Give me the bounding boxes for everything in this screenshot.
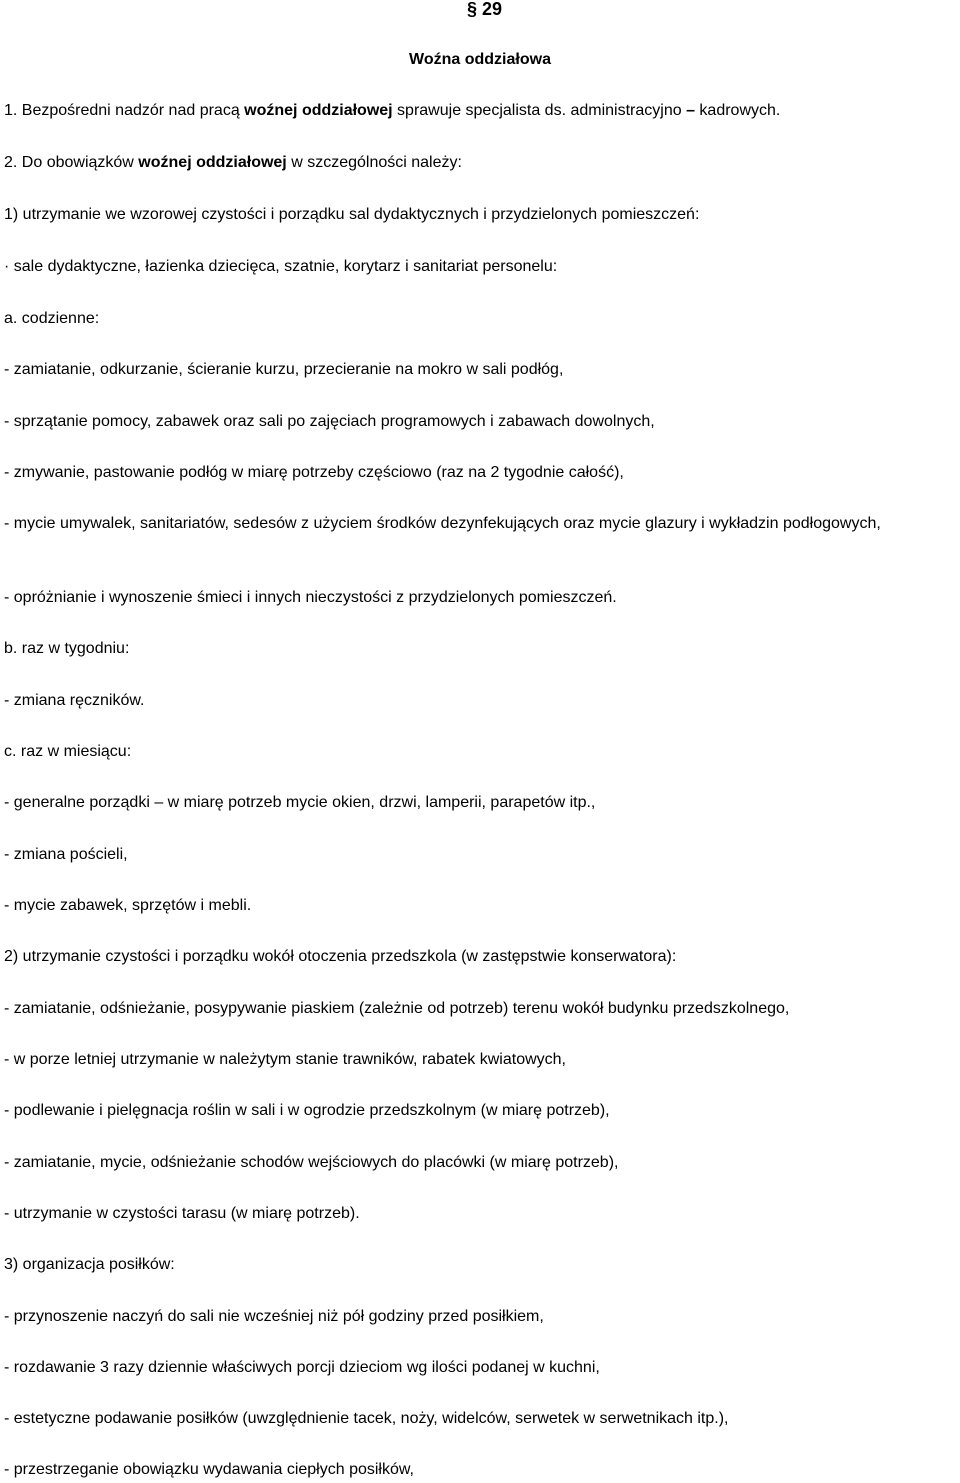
list-item: - sprzątanie pomocy, zabawek oraz sali po zajęciach programowych i zabawach dowolnych, xyxy=(4,413,655,430)
paragraph-1-text: 1. Bezpośredni nadzór nad pracą xyxy=(4,102,245,119)
list-item: 1) utrzymanie we wzorowej czystości i porządku sal dydaktycznych i przydzielonych pomieszczeń: xyxy=(4,206,700,223)
paragraph-1-end: kadrowych. xyxy=(694,102,781,119)
paragraph-2-suffix: w szczególności należy: xyxy=(286,154,462,171)
list-item: - estetyczne podawanie posiłków (uwzględnienie tacek, noży, widelców, serwetek w serwetnikach itp.), xyxy=(4,1410,729,1427)
list-item: - w porze letniej utrzymanie w należytym stanie trawników, rabatek kwiatowych, xyxy=(4,1051,566,1068)
list-item: c. raz w miesiącu: xyxy=(4,743,132,760)
paragraph-1-bold: woźnej oddziałowej xyxy=(244,102,393,119)
list-item: · sale dydaktyczne, łazienka dziecięca, szatnie, korytarz i sanitariat personelu: xyxy=(4,258,558,275)
list-item: - zamiatanie, odkurzanie, ścieranie kurzu, przecieranie na mokro w sali podłóg, xyxy=(4,361,564,378)
list-item: 2) utrzymanie czystości i porządku wokół otoczenia przedszkola (w zastępstwie konserwatora): xyxy=(4,948,677,965)
list-item: - zmiana ręczników. xyxy=(4,692,145,709)
list-item: - zamiatanie, odśnieżanie, posypywanie piaskiem (zależnie od potrzeb) terenu wokół budynku przedszkolnego, xyxy=(4,1000,790,1017)
paragraph-2-bold: woźnej oddziałowej xyxy=(138,154,287,171)
list-item: - przynoszenie naczyń do sali nie wcześniej niż pół godziny przed posiłkiem, xyxy=(4,1308,544,1325)
list-item: - mycie umywalek, sanitariatów, sedesów z użyciem środków dezynfekujących oraz mycie glazury i wykładzin podłogowych, xyxy=(4,515,881,532)
list-item: - przestrzeganie obowiązku wydawania ciepłych posiłków, xyxy=(4,1461,414,1478)
section-number: § 29 xyxy=(467,0,503,19)
list-item: 3) organizacja posiłków: xyxy=(4,1256,175,1273)
list-item: - opróżnianie i wynoszenie śmieci i innych nieczystości z przydzielonych pomieszczeń. xyxy=(4,589,617,606)
paragraph-2 xyxy=(4,151,956,175)
list-item: a. codzienne: xyxy=(4,310,100,327)
paragraph-1 xyxy=(4,99,956,123)
list-item: - mycie zabawek, sprzętów i mebli. xyxy=(4,897,252,914)
list-item: - utrzymanie w czystości tarasu (w miarę potrzeb). xyxy=(4,1205,360,1222)
list-item: - rozdawanie 3 razy dziennie właściwych porcji dzieciom wg ilości podanej w kuchni, xyxy=(4,1359,600,1376)
list-item: b. raz w tygodniu: xyxy=(4,640,130,657)
list-item: - zmiana pościeli, xyxy=(4,846,128,863)
paragraph-2-text: 2. Do obowiązków xyxy=(4,154,139,171)
page-title: Woźna oddziałowa xyxy=(409,51,551,68)
list-item: - generalne porządki – w miarę potrzeb mycie okien, drzwi, lamperii, parapetów itp., xyxy=(4,794,596,811)
list-item: - zmywanie, pastowanie podłóg w miarę potrzeby częściowo (raz na 2 tygodnie całość), xyxy=(4,464,624,481)
paragraph-1-suffix: sprawuje specjalista ds. administracyjno xyxy=(392,102,687,119)
list-item: - zamiatanie, mycie, odśnieżanie schodów wejściowych do placówki (w miarę potrzeb), xyxy=(4,1154,619,1171)
paragraph-1-dash: – xyxy=(686,102,695,119)
list-item: - podlewanie i pielęgnacja roślin w sali i w ogrodzie przedszkolnym (w miarę potrzeb), xyxy=(4,1102,610,1119)
